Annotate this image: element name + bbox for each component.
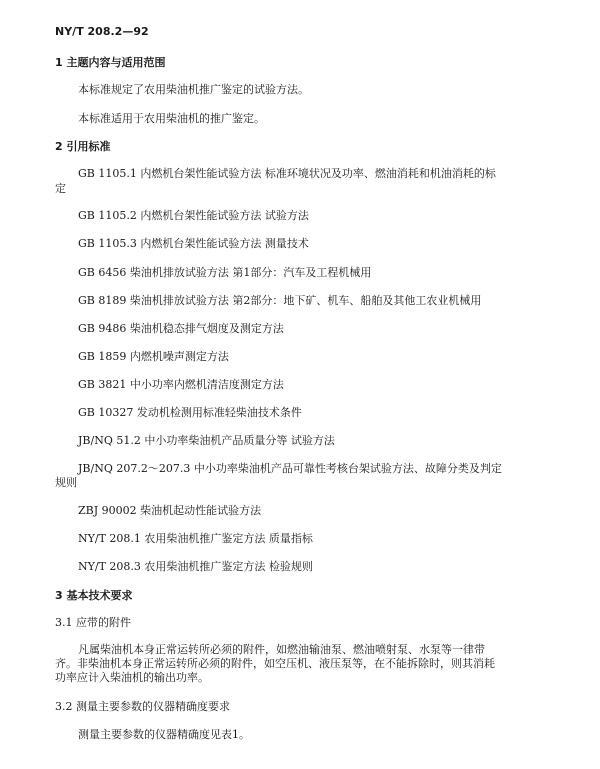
subsection-3-1-text: 凡属柴油机本身正常运转所必须的附件，如燃油输油泵、燃油喷射泵、水泵等一律带 <box>78 643 485 656</box>
subsection-3-1-text: 齐。非柴油机本身正常运转所必须的附件，如空压机、液压泵等，在不能拆除时，则其消耗 <box>55 657 495 670</box>
subsection-3-2-heading: 3.2 测量主要参数的仪器精确度要求 <box>55 700 230 713</box>
reference-standard: ZBJ 90002 柴油机起动性能试验方法 <box>78 504 262 517</box>
section-1-paragraph: 本标准适用于农用柴油机的推广鉴定。 <box>78 112 265 125</box>
reference-standard: JB/NQ 207.2～207.3 中小功率柴油机产品可靠性考核台架试验方法、故障分类及判定 <box>78 462 502 475</box>
subsection-3-2-text: 测量主要参数的仪器精确度见表1。 <box>78 728 250 741</box>
reference-standard: GB 3821 中小功率内燃机清洁度测定方法 <box>78 378 284 391</box>
section-2-heading: 2 引用标准 <box>55 140 111 153</box>
reference-standard-continued: 定 <box>55 182 66 195</box>
reference-standard-continued: 规则 <box>55 476 77 489</box>
subsection-3-1-heading: 3.1 应带的附件 <box>55 616 131 629</box>
doc-code: NY/T 208.2—92 <box>55 25 149 38</box>
reference-standard: NY/T 208.3 农用柴油机推广鉴定方法 检验规则 <box>78 560 313 573</box>
section-1-paragraph: 本标准规定了农用柴油机推广鉴定的试验方法。 <box>78 83 309 96</box>
reference-standard: GB 1859 内燃机噪声测定方法 <box>78 350 229 363</box>
reference-standard: JB/NQ 51.2 中小功率柴油机产品质量分等 试验方法 <box>78 434 335 447</box>
reference-standard: GB 10327 发动机检测用标准轻柴油技术条件 <box>78 406 302 419</box>
reference-standard: GB 1105.3 内燃机台架性能试验方法 测量技术 <box>78 237 309 250</box>
section-3-heading: 3 基本技术要求 <box>55 589 133 602</box>
reference-standard: GB 8189 柴油机排放试验方法 第2部分：地下矿、机车、船舶及其他工农业机械用 <box>78 294 482 307</box>
reference-standard: GB 6456 柴油机排放试验方法 第1部分：汽车及工程机械用 <box>78 266 372 279</box>
subsection-3-1-text: 功率应计入柴油机的输出功率。 <box>55 671 209 684</box>
reference-standard: GB 9486 柴油机稳态排气烟度及测定方法 <box>78 322 284 335</box>
reference-standard: NY/T 208.1 农用柴油机推广鉴定方法 质量指标 <box>78 532 313 545</box>
reference-standard: GB 1105.1 内燃机台架性能试验方法 标准环境状况及功率、燃油消耗和机油消耗的标 <box>78 167 496 180</box>
reference-standard: GB 1105.2 内燃机台架性能试验方法 试验方法 <box>78 209 309 222</box>
section-1-heading: 1 主题内容与适用范围 <box>55 56 166 69</box>
